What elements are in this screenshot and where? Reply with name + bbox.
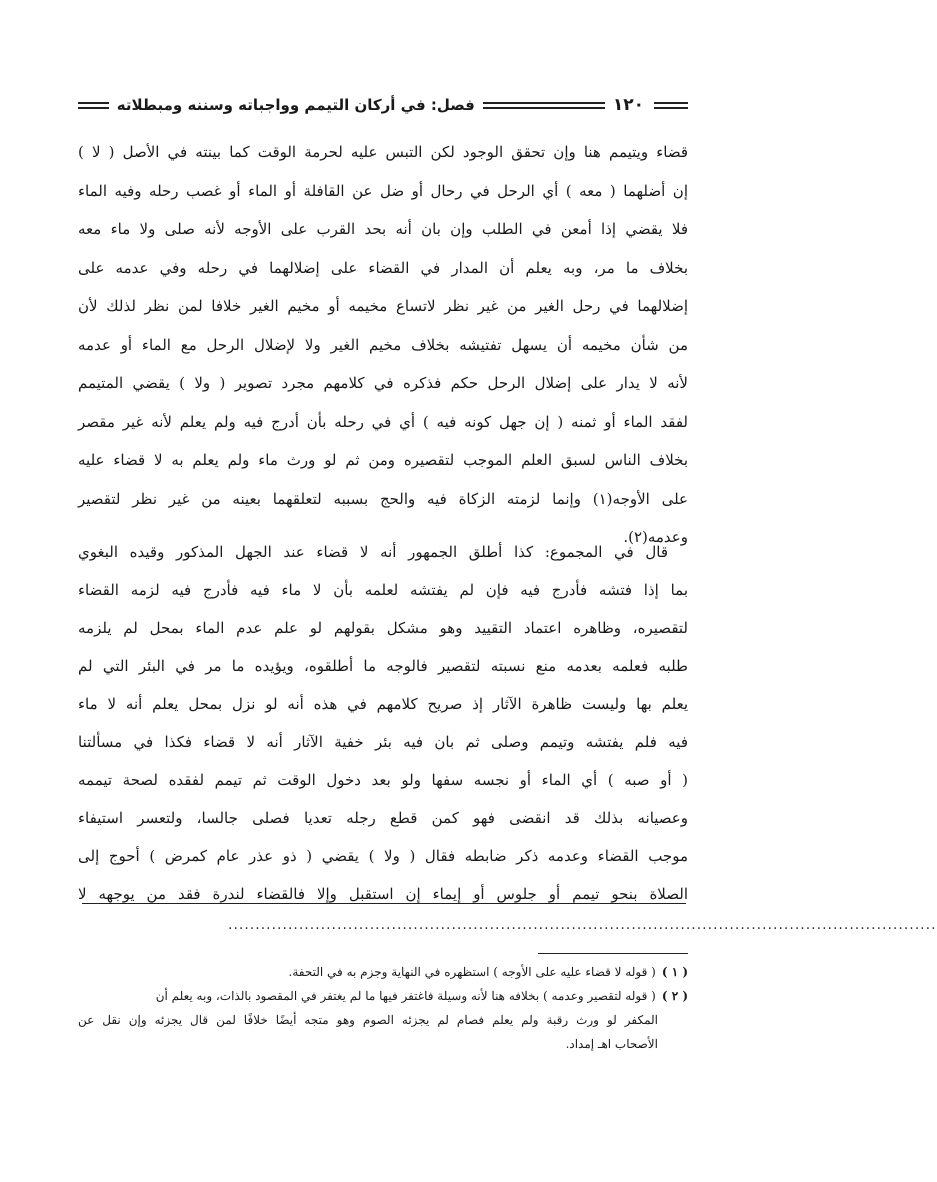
header-rule-right: [654, 102, 688, 109]
text-line: فلا يقضي إذا أمعن في الطلب وإن بان أنه بحد القرب على الأوجه لأنه صلى ولا ماء معه: [78, 220, 688, 238]
text-line: طلبه فعلمه بعدمه منع نسبته لتقصير فالوجه ما أطلقوه، ويؤيده ما مر في البئر التي لم: [78, 657, 688, 675]
footnote-separator: [82, 903, 686, 904]
footnote-2: [78, 984, 688, 1008]
text-line: إن أضلهما ( معه ) أي الرحل في رحال أو ضل عن القافلة أو الماء أو غصب رحله وفيه الماء: [78, 181, 688, 200]
dotted-separator: ..................................................................................................................................: [228, 917, 937, 933]
footnotes: [78, 960, 688, 1056]
page-number: ١٢٠: [612, 95, 644, 115]
footnote-text: ( قوله لتقصير وعدمه ) بخلافه هنا لأنه وسيلة فاغتفر فيها ما لم يغتفر في المقصود بالذات، وبه يعلم أن: [155, 989, 656, 1003]
footnote-number: ( ١ ): [661, 965, 688, 979]
text-line: قضاء ويتيمم هنا وإن تحقق الوجود لكن التبس عليه لحرمة الوقت كما بينته في الأصل ( لا ): [78, 143, 688, 161]
text-line: الصلاة بنحو تيمم أو جلوس أو إيماء إن استقبل وإلا فالقضاء لندرة فقد من يوجهه لا: [78, 885, 688, 903]
text-line: فيه فلم يفتشه وتيمم وصلى ثم بان فيه بئر خفية الآثار أنه لا قضاء فكذا في مسألتنا: [78, 733, 688, 751]
footnote-1: [78, 960, 688, 984]
footnote-2-continuation: المكفر لو ورث رقبة ولم يعلم فصام لم يجزئه الصوم وهو متجه أيضًا خلافًا لمن قال يجزئه وإن نقل عن: [78, 1013, 658, 1027]
text-line: بخلاف ما مر، وبه يعلم أن المدار في القضاء على إضلالهما في رحله وفي عدمه على: [78, 258, 688, 277]
running-header: [78, 92, 688, 118]
paragraph-1: [78, 133, 688, 557]
text-line: موجب القضاء وعدمه ذكر ضابطه فقال ( ولا ) يقضي ( ذو عذر عام كمرض ) أحوج إلى: [78, 847, 688, 865]
text-line: من شأن مخيمه أن يسهل تفتيشه بخلاف مخيم الغير ولا لإضلال الرحل مع الماء أو عدمه: [78, 335, 688, 354]
footnote-number: ( ٢ ): [661, 989, 688, 1003]
text-line: قال في المجموع: كذا أطلق الجمهور أنه لا قضاء عند الجهل المذكور وقيده البغوي: [78, 543, 668, 561]
text-line: يعلم بها وليست ظاهرة الآثار إذ صريح كلامهم في هذه أنه لو نزل بمحل يعلم أنه لا ماء: [78, 695, 688, 713]
text-line: وعدمه(٢).: [623, 528, 688, 546]
text-line: بخلاف الناس لسبق العلم الموجب لتقصيره ومن ثم لو ورث ماء ولم يعلم به لا قضاء عليه: [78, 451, 688, 469]
text-line: لتقصيره، وظاهره اعتماد التقييد وهو مشكل بقولهم لو علم عدم الماء بمحل لم يلزمه: [78, 619, 688, 637]
footnote-rule: [538, 953, 688, 954]
header-rule-left: [78, 102, 109, 109]
text-line: على الأوجه(١) وإنما لزمته الزكاة فيه والحج بسببه لتعلقهما بعينه من غير نظر لتقصير: [78, 489, 688, 508]
text-line: وعصيانه بذلك قد انقضى فهو كمن قطع رجله تعديا فصلى جالسا، ولتعسر استيفاء: [78, 809, 688, 827]
footnote-2-continuation: الأصحاب اهـ إمداد.: [565, 1037, 658, 1051]
text-line: بما إذا فتشه فأدرج فيه فإن لم يفتشه لعلمه بأن لا ماء فيه فأدرج فيه لزمه القضاء: [78, 581, 688, 599]
chapter-title: فصل: في أركان التيمم وواجباته وسننه ومبطلاته: [116, 96, 475, 114]
text-line: لفقد الماء أو ثمنه ( إن جهل كونه فيه ) أي في رحله بأن أدرج فيه ولم يعلم لأنه غير مقصر: [78, 412, 688, 431]
text-line: إضلالهما في رحل الغير من غير نظر لاتساع مخيمه أو مخيم الغير خلافا لمن نظر لذلك لأن: [78, 297, 688, 315]
header-rule-middle: [483, 102, 605, 109]
text-line: لأنه لا يدار على إضلال الرحل حكم فذكره في كلامهم مجرد تصوير ( ولا ) يقضي المتيمم: [78, 374, 688, 392]
footnote-text: ( قوله لا قضاء عليه على الأوجه ) استظهره في النهاية وجزم به في التحفة.: [288, 965, 656, 979]
paragraph-2: [78, 533, 688, 913]
text-line: ( أو صبه ) أي الماء أو نجسه سفها ولو بعد دخول الوقت ثم تيمم لفقده لصحة تيممه: [78, 771, 688, 789]
